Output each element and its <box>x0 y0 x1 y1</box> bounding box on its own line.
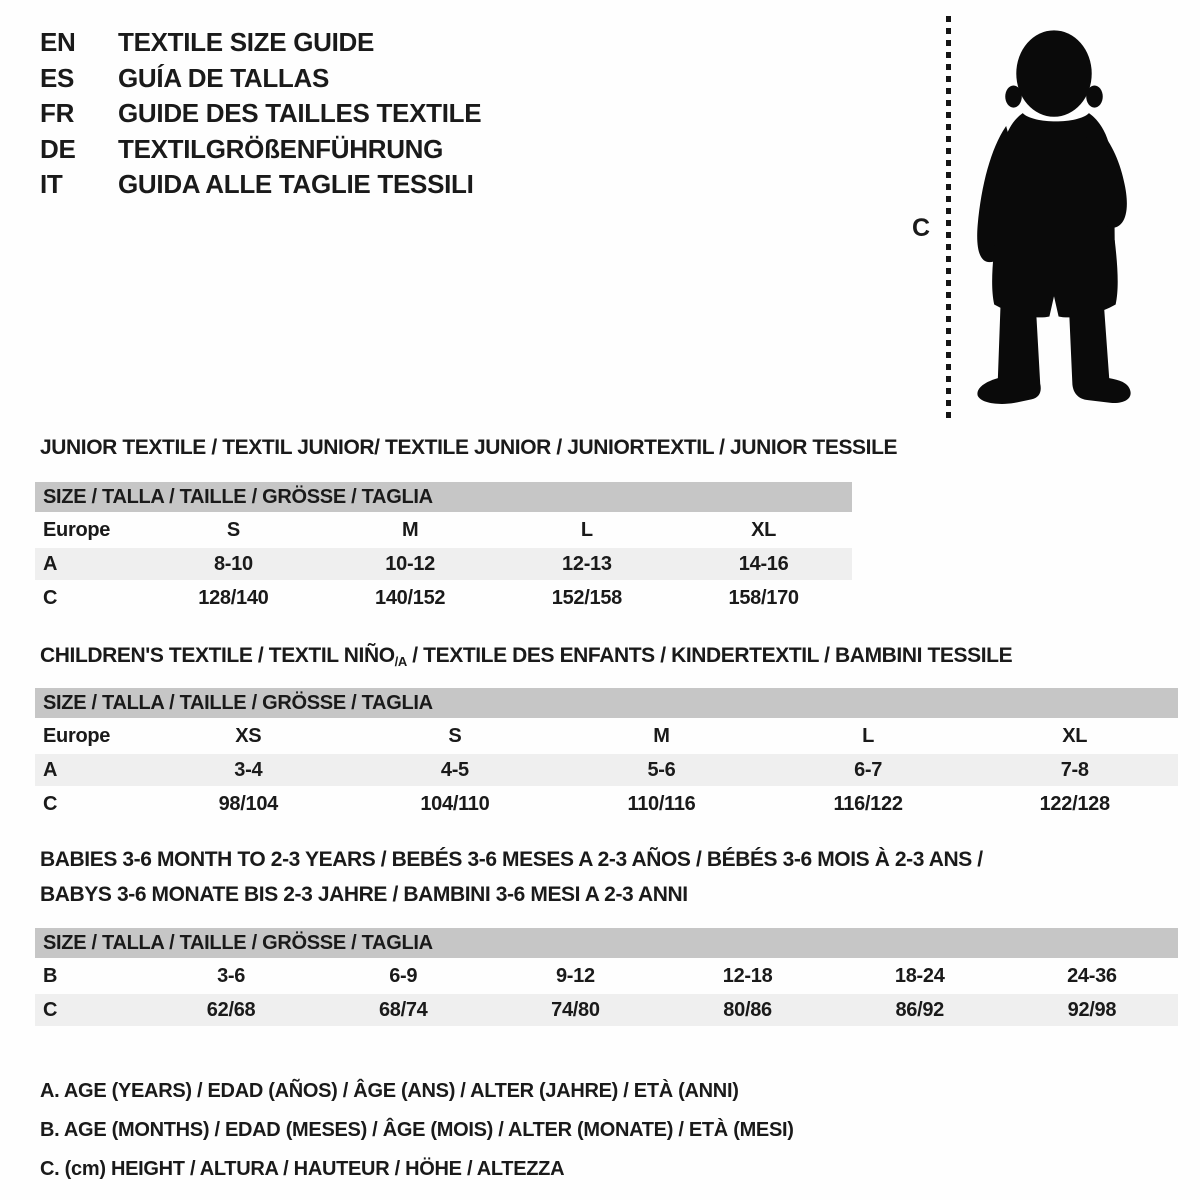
row-label: B <box>43 964 58 987</box>
size-cell: 92/98 <box>1067 998 1117 1021</box>
size-cell: 8-10 <box>213 552 253 575</box>
language-row-de <box>40 132 481 168</box>
size-row-c <box>35 994 1178 1026</box>
children-title-post: / TEXTILE DES ENFANTS / KINDERTEXTIL / BAMBINI TESSILE <box>406 644 1013 667</box>
size-cell: 3-6 <box>217 964 246 987</box>
size-cell: 12-18 <box>722 964 773 987</box>
toddler-silhouette-icon <box>962 13 1146 423</box>
size-row-b <box>35 960 1178 992</box>
size-cell: 6-9 <box>389 964 418 987</box>
junior-size-table <box>35 482 852 614</box>
babies-size-table <box>35 928 1178 1026</box>
guide-title-it: GUIDA ALLE TAGLIE TESSILI <box>118 169 474 200</box>
size-cell: M <box>653 724 670 747</box>
size-cell: 140/152 <box>375 586 446 609</box>
guide-title-es: GUÍA DE TALLAS <box>118 62 330 93</box>
size-cell: S <box>226 518 240 541</box>
size-table-header: SIZE / TALLA / TAILLE / GRÖSSE / TAGLIA <box>35 688 1178 718</box>
size-cell: 158/170 <box>728 586 799 609</box>
language-title-list <box>40 25 481 203</box>
size-cell: L <box>580 518 593 541</box>
measure-legend <box>40 1072 794 1189</box>
size-cell: 152/158 <box>551 586 622 609</box>
size-row-a <box>35 548 852 580</box>
size-cell: 6-7 <box>854 758 883 781</box>
size-table-header: SIZE / TALLA / TAILLE / GRÖSSE / TAGLIA <box>35 482 852 512</box>
size-cell: 3-4 <box>234 758 263 781</box>
legend-line-b: B. AGE (MONTHS) / EDAD (MESES) / ÂGE (MOIS) / ALTER (MONATE) / ETÀ (MESI) <box>40 1119 794 1141</box>
size-row-c <box>35 582 852 614</box>
language-row-it <box>40 167 481 203</box>
guide-title-en: TEXTILE SIZE GUIDE <box>118 27 375 58</box>
language-row-fr <box>40 96 481 132</box>
babies-section-title <box>40 842 983 912</box>
junior-section-title: JUNIOR TEXTILE / TEXTIL JUNIOR/ TEXTILE JUNIOR / JUNIORTEXTIL / JUNIOR TESSILE <box>40 436 898 459</box>
size-cell: 80/86 <box>723 998 772 1021</box>
size-cell: XL <box>751 518 777 541</box>
row-label: Europe <box>43 724 111 747</box>
size-cell: XL <box>1062 724 1088 747</box>
row-label: A <box>43 552 58 575</box>
size-cell: 86/92 <box>895 998 945 1021</box>
height-measure-figure <box>900 8 1190 426</box>
size-cell: 7-8 <box>1060 758 1089 781</box>
size-cell: 68/74 <box>378 998 428 1021</box>
language-code: ES <box>40 62 75 93</box>
legend-line-c: C. (cm) HEIGHT / ALTURA / HAUTEUR / HÖHE / ALTEZZA <box>40 1158 565 1180</box>
babies-title-line1: BABIES 3-6 MONTH TO 2-3 YEARS / BEBÉS 3-6 MESES A 2-3 AÑOS / BÉBÉS 3-6 MOIS À 2-3 ANS / <box>40 848 983 871</box>
size-cell: 110/116 <box>627 792 696 815</box>
guide-title-de: TEXTILGRÖßENFÜHRUNG <box>118 133 444 164</box>
children-section-title <box>40 638 1012 679</box>
height-dashed-line <box>946 16 951 418</box>
size-cell: 104/110 <box>420 792 490 815</box>
size-cell: 62/68 <box>206 998 256 1021</box>
babies-title-line2: BABYS 3-6 MONATE BIS 2-3 JAHRE / BAMBINI 3-6 MESI A 2-3 ANNI <box>40 883 688 906</box>
language-code: DE <box>40 133 76 164</box>
size-cell: 18-24 <box>894 964 945 987</box>
size-cell: 116/122 <box>833 792 903 815</box>
language-code: IT <box>40 169 63 200</box>
size-row-europe <box>35 720 1178 752</box>
size-cell: 10-12 <box>385 552 435 575</box>
row-label: C <box>43 792 58 815</box>
size-row-a <box>35 754 1178 786</box>
size-cell: 122/128 <box>1039 792 1110 815</box>
row-label: A <box>43 758 58 781</box>
size-cell: 12-13 <box>562 552 612 575</box>
row-label: Europe <box>43 518 111 541</box>
size-cell: XS <box>235 724 262 747</box>
children-title-sub: /A <box>394 654 407 669</box>
language-code: EN <box>40 27 76 58</box>
row-label: C <box>43 998 58 1021</box>
language-code: FR <box>40 98 75 129</box>
language-row-en <box>40 25 481 61</box>
size-cell: 4-5 <box>440 758 469 781</box>
size-cell: S <box>448 724 462 747</box>
row-label: C <box>43 586 58 609</box>
size-cell: M <box>401 518 419 541</box>
size-cell: 9-12 <box>555 964 595 987</box>
size-cell: 14-16 <box>738 552 789 575</box>
legend-line-a: A. AGE (YEARS) / EDAD (AÑOS) / ÂGE (ANS) / ALTER (JAHRE) / ETÀ (ANNI) <box>40 1080 739 1102</box>
language-row-es <box>40 61 481 97</box>
size-cell: 128/140 <box>198 586 269 609</box>
children-title-pre: CHILDREN'S TEXTILE / TEXTIL NIÑO <box>40 644 395 667</box>
size-row-europe <box>35 514 852 546</box>
size-cell: 24-36 <box>1067 964 1117 987</box>
height-measure-label: C <box>912 214 930 242</box>
size-row-c <box>35 788 1178 820</box>
size-table-header: SIZE / TALLA / TAILLE / GRÖSSE / TAGLIA <box>35 928 1178 958</box>
size-cell: 5-6 <box>647 758 676 781</box>
size-cell: 98/104 <box>218 792 278 815</box>
size-cell: 74/80 <box>551 998 600 1021</box>
size-cell: L <box>862 724 875 747</box>
guide-title-fr: GUIDE DES TAILLES TEXTILE <box>118 98 482 129</box>
children-size-table <box>35 688 1178 820</box>
